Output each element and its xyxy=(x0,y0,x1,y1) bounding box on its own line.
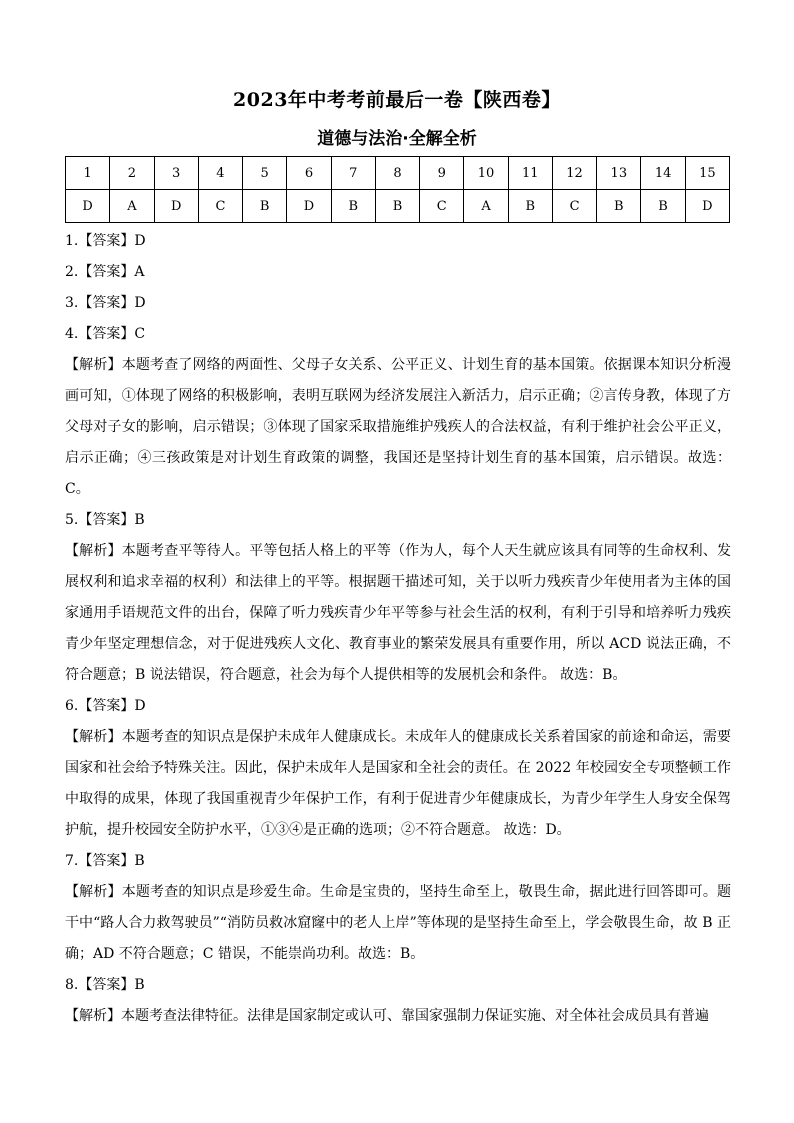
answer-line-q5: 5.【答案】B xyxy=(65,512,145,528)
question-number-cell: 1 xyxy=(66,157,110,190)
explanation-q7: 【解析】本题考查的知识点是珍爱生命。生命是宝贵的，坚持生命至上，敬畏生命，据此进行回答即可。题干中“路人合力救驾驶员”“消防员救冰窟窿中的老人上岸”等体现的是坚持生命至上，学会敬畏生命，故 B 正确；AD 不符合题意；C 错误，不能崇尚功利。故选：B。 xyxy=(65,884,731,962)
question-number-cell: 12 xyxy=(552,157,596,190)
document-subtitle: 道德与法治·全解全析 xyxy=(317,129,477,149)
question-number-cell: 7 xyxy=(331,157,375,190)
answer-cell: C xyxy=(420,190,464,223)
answer-key-table xyxy=(65,156,730,223)
answer-cell: C xyxy=(198,190,242,223)
question-number-cell: 8 xyxy=(375,157,419,190)
explanation-q5: 【解析】本题考查平等待人。平等包括人格上的平等（作为人，每个人天生就应该具有同等的生命权利、发展权利和追求幸福的权利）和法律上的平等。根据题干描述可知，关于以听力残疾青少年使用者为主体的国家通用手语规范文件的出台，保障了听力残疾青少年平等参与社会生活的权利，有利于引导和培养听力残疾青少年坚定理想信念，对于促进残疾人文化、教育事业的繁荣发展具有重要作用，所以 ACD 说法正确，不符合题意；B 说法错误，符合题意，社会为每个人提供相等的发展机会和条件。 故选：B。 xyxy=(65,543,731,683)
question-number-cell: 2 xyxy=(110,157,154,190)
answer-cell: B xyxy=(508,190,552,223)
answer-line-q4: 4.【答案】C xyxy=(65,326,146,342)
answer-cell: D xyxy=(685,190,729,223)
explanation-q8: 【解析】本题考查法律特征。法律是国家制定或认可、靠国家强制力保证实施、对全体社会成员具有普遍 xyxy=(65,1008,709,1024)
answer-line-q3: 3.【答案】D xyxy=(65,295,146,311)
question-number-cell: 13 xyxy=(597,157,641,190)
answer-cell: B xyxy=(641,190,685,223)
answer-cell: B xyxy=(375,190,419,223)
answer-cell: C xyxy=(552,190,596,223)
answer-cell: B xyxy=(597,190,641,223)
answer-cell: B xyxy=(243,190,287,223)
answer-cell: D xyxy=(154,190,198,223)
question-number-row xyxy=(66,157,730,190)
question-number-cell: 11 xyxy=(508,157,552,190)
question-number-cell: 10 xyxy=(464,157,508,190)
answer-explanations xyxy=(65,226,731,1032)
question-number-cell: 5 xyxy=(243,157,287,190)
answer-cell: A xyxy=(464,190,508,223)
answer-line-q1: 1.【答案】D xyxy=(65,233,146,249)
question-number-cell: 6 xyxy=(287,157,331,190)
explanation-q4: 【解析】本题考查了网络的两面性、父母子女关系、公平正义、计划生育的基本国策。依据课本知识分析漫画可知，①体现了网络的积极影响，表明互联网为经济发展注入新活力，启示正确；②言传身教，体现了方父母对子女的影响，启示错误；③体现了国家采取措施维护残疾人的合法权益，有利于维护社会公平正义，启示正确；④三孩政策是对计划生育政策的调整，我国还是坚持计划生育的基本国策，启示错误。故选：C。 xyxy=(65,357,731,497)
question-number-cell: 14 xyxy=(641,157,685,190)
answer-line-q8: 8.【答案】B xyxy=(65,977,145,993)
answer-line-q6: 6.【答案】D xyxy=(65,698,146,714)
question-number-cell: 4 xyxy=(198,157,242,190)
question-number-cell: 9 xyxy=(420,157,464,190)
document-title: 2023年中考考前最后一卷【陕西卷】 xyxy=(233,89,561,111)
answer-line-q2: 2.【答案】A xyxy=(65,264,145,280)
answer-row xyxy=(66,190,730,223)
answer-cell: D xyxy=(66,190,110,223)
question-number-cell: 15 xyxy=(685,157,729,190)
explanation-q6: 【解析】本题考查的知识点是保护未成年人健康成长。未成年人的健康成长关系着国家的前途和命运，需要国家和社会给予特殊关注。因此，保护未成年人是国家和全社会的责任。在 2022 年校园安全专项整顿工作中取得的成果，体现了我国重视青少年保护工作，有利于促进青少年健康成长，为青少年学生人身安全保驾护航，提升校园安全防护水平，①③④是正确的选项；②不符合题意。 故选：D。 xyxy=(65,729,731,838)
answer-cell: B xyxy=(331,190,375,223)
answer-line-q7: 7.【答案】B xyxy=(65,853,145,869)
question-number-cell: 3 xyxy=(154,157,198,190)
answer-cell: A xyxy=(110,190,154,223)
answer-cell: D xyxy=(287,190,331,223)
